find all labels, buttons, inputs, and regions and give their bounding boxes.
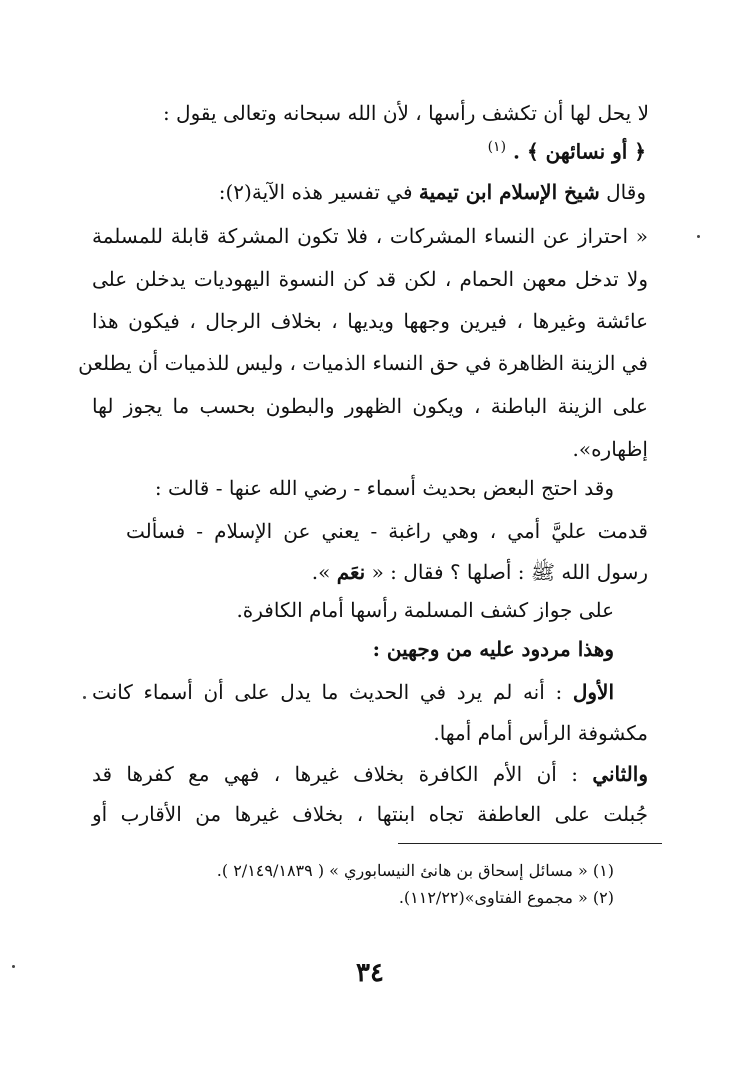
quran-verse: ﴿ أو نسائهن ﴾ . <box>513 139 646 164</box>
text-span: : أنه لم يرد في الحديث ما يدل على أن أسماء كانت <box>92 680 573 704</box>
text-line-2 <box>488 140 646 162</box>
page-number: ٣٤ <box>356 958 384 988</box>
para2-line-4: على جواز كشف المسلمة رأسها أمام الكافرة. <box>236 598 614 622</box>
hadith-answer: نعَم <box>336 560 366 584</box>
text-span: ». <box>311 560 337 584</box>
quote-line-4: في الزينة الظاهرة في حق النساء الذميات ، وليس للذميات أن يطلعن <box>78 351 648 375</box>
quote-line-1: « احتراز عن النساء المشركات ، فلا تكون المشركة قابلة للمسلمة <box>92 224 648 248</box>
text-span: رسول الله ﷺ : أصلها ؟ فقال : « <box>365 560 648 584</box>
quote-line-5: على الزينة الباطنة ، ويكون الظهور والبطون بحسب ما يجوز لها <box>92 394 648 418</box>
footnote-1: (١) « مسائل إسحاق بن هانئ النيسابوري » ( ٢/١٤٩/١٨٣٩ ). <box>216 861 614 880</box>
quote-line-2: ولا تدخل معهن الحمام ، لكن قد كن النسوة اليهوديات يدخلن على <box>92 267 648 291</box>
text-span: : أن الأم الكافرة بخلاف غيرها ، فهي مع كفرها قد <box>92 762 593 786</box>
point-first-label: الأول <box>572 680 614 704</box>
para2-line-3 <box>312 562 648 582</box>
section-heading: وهذا مردود عليه من وجهين : <box>372 637 614 661</box>
point-first <box>92 682 614 702</box>
quote-line-3: عائشة وغيرها ، فيرين وجهها ويديها ، بخلاف الرجال ، فيكون هذا <box>92 309 648 333</box>
point-first-cont: مكشوفة الرأس أمام أمها. <box>433 721 648 745</box>
scan-speck <box>83 696 86 699</box>
text-span: في تفسير هذه الآية(٢): <box>218 180 419 204</box>
text-span: وقال <box>599 180 646 204</box>
scan-speck <box>697 235 700 238</box>
footnote-2: (٢) « مجموع الفتاوى»(١١٢/٢٢). <box>398 888 614 907</box>
footnote-separator <box>398 843 662 844</box>
point-second-label: والثاني <box>592 762 648 786</box>
para2-line-2: قدمت عليَّ أمي ، وهي راغبة - يعني عن الإسلام - فسألت <box>126 519 648 543</box>
para2-line-1: وقد احتج البعض بحديث أسماء - رضي الله عنها - قالت : <box>154 476 614 500</box>
point-second-cont: جُبلت على العاطفة تجاه ابنتها ، بخلاف غيرها من الأقارب أو <box>92 802 648 826</box>
scholar-name: شيخ الإسلام ابن تيمية <box>418 180 600 204</box>
text-line-1: لا يحل لها أن تكشف رأسها ، لأن الله سبحانه وتعالى يقول : <box>162 101 649 125</box>
text-line-3 <box>219 182 646 202</box>
scan-speck <box>12 965 15 968</box>
quote-line-6: إظهاره». <box>572 437 648 461</box>
footnote-ref-1: (١) <box>487 139 507 155</box>
point-second <box>92 764 648 784</box>
